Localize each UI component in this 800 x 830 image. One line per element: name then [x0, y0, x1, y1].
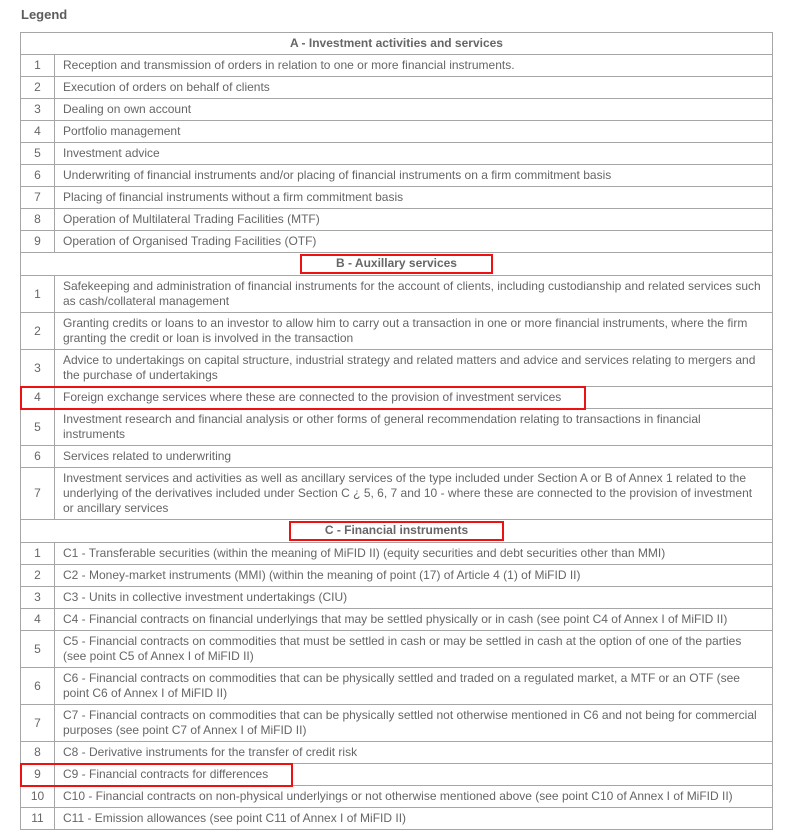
row-text: C5 - Financial contracts on commodities that must be settled in cash or may be settled in cash at the option of one of the parties (see point C5 of Annex I of MiFID II): [63, 634, 742, 663]
row-number-cell: 10: [21, 786, 55, 808]
row-text: C2 - Money-market instruments (MMI) (within the meaning of point (17) of Article 4 (1) of MiFID II): [63, 568, 581, 582]
row-text: C8 - Derivative instruments for the transfer of credit risk: [63, 745, 358, 759]
row-text-cell: [55, 705, 773, 742]
table-row: [21, 705, 773, 742]
row-text: Portfolio management: [63, 124, 181, 138]
row-number-cell: 3: [21, 99, 55, 121]
row-text: C3 - Units in collective investment undertakings (CIU): [63, 590, 348, 604]
row-text-cell: [55, 631, 773, 668]
table-row: [21, 668, 773, 705]
section-header-text-highlighted: C - Financial instruments: [289, 521, 504, 541]
table-row: [21, 587, 773, 609]
section-header-cell: [21, 520, 773, 543]
row-text-cell: [55, 446, 773, 468]
row-text: Investment services and activities as well as ancillary services of the type included under Section A or B of Annex 1 related to the underlying of the derivatives included under Section C ¿ 5, 6, 7 and 10 - where these are connected to the provision of investment or ancillary services: [63, 471, 753, 515]
row-text: Execution of orders on behalf of clients: [63, 80, 270, 94]
row-text: Investment advice: [63, 146, 160, 160]
row-text: Investment research and financial analysis or other forms of general recommendation relating to transactions in financial instruments: [63, 412, 701, 441]
table-row: [21, 121, 773, 143]
section-header-cell: [21, 253, 773, 276]
table-row: [21, 786, 773, 808]
row-text: C10 - Financial contracts on non-physical underlyings or not otherwise mentioned above (see point C10 of Annex I of MiFID II): [63, 789, 733, 803]
section-header-row: [21, 520, 773, 543]
section-header-text-highlighted: B - Auxillary services: [300, 254, 493, 274]
row-text: C6 - Financial contracts on commodities that can be physically settled and traded on a regulated market, a MTF or an OTF (see point C6 of Annex I of MiFID II): [63, 671, 740, 700]
table-row: [21, 446, 773, 468]
row-number-cell: 6: [21, 446, 55, 468]
table-row: [21, 276, 773, 313]
table-row: [21, 187, 773, 209]
table-row: [21, 609, 773, 631]
row-text: Operation of Multilateral Trading Facilities (MTF): [63, 212, 320, 226]
table-row: [21, 543, 773, 565]
row-text: C1 - Transferable securities (within the meaning of MiFID II) (equity securities and debt securities other than MMI): [63, 546, 666, 560]
table-row: [21, 742, 773, 764]
row-text: Advice to undertakings on capital structure, industrial strategy and related matters and advice and services relating to mergers and the purchase of undertakings: [63, 353, 756, 382]
row-text-cell: [55, 231, 773, 253]
row-text-cell: [55, 143, 773, 165]
row-text-cell: [55, 165, 773, 187]
row-number-cell: 5: [21, 631, 55, 668]
table-row: [21, 808, 773, 830]
row-text-cell: [55, 55, 773, 77]
row-number-cell: 7: [21, 468, 55, 520]
row-text-cell: [55, 99, 773, 121]
row-text: Dealing on own account: [63, 102, 192, 116]
row-number-cell: 4: [21, 609, 55, 631]
table-row: [21, 387, 773, 409]
row-number-cell: 8: [21, 209, 55, 231]
table-row: [21, 409, 773, 446]
section-header-row: [21, 33, 773, 55]
row-text: C4 - Financial contracts on financial underlyings that may be settled physically or in cash (see point C4 of Annex I of MiFID II): [63, 612, 728, 626]
table-row: [21, 77, 773, 99]
row-number-cell: 6: [21, 165, 55, 187]
row-text-cell: [55, 121, 773, 143]
row-number-cell: 1: [21, 543, 55, 565]
table-row: [21, 209, 773, 231]
table-row: [21, 565, 773, 587]
row-text-cell: [55, 668, 773, 705]
row-text-cell: [55, 543, 773, 565]
page-title: Legend: [21, 7, 68, 22]
row-text-cell: [55, 409, 773, 446]
table-row: [21, 350, 773, 387]
row-number-cell: 3: [21, 587, 55, 609]
row-number-cell: 2: [21, 313, 55, 350]
row-number-cell: 4: [21, 387, 55, 409]
row-number-cell: 6: [21, 668, 55, 705]
row-text: Placing of financial instruments without a firm commitment basis: [63, 190, 404, 204]
table-row: [21, 631, 773, 668]
row-number-cell: 7: [21, 705, 55, 742]
table-row: [21, 468, 773, 520]
row-text-cell: [55, 609, 773, 631]
row-number-cell: 3: [21, 350, 55, 387]
row-number-cell: 5: [21, 409, 55, 446]
row-text-cell: [55, 786, 773, 808]
legend-table-body: [21, 33, 773, 830]
row-number-cell: 11: [21, 808, 55, 830]
row-number-cell: 1: [21, 276, 55, 313]
row-text-cell: [55, 187, 773, 209]
row-text: Reception and transmission of orders in relation to one or more financial instruments.: [63, 58, 515, 72]
section-header-text: A - Investment activities and services: [290, 36, 503, 50]
row-number-cell: 1: [21, 55, 55, 77]
row-text-cell: [55, 313, 773, 350]
row-text-cell: [55, 587, 773, 609]
row-text-cell: [55, 808, 773, 830]
row-text: Underwriting of financial instruments and/or placing of financial instruments on a firm commitment basis: [63, 168, 612, 182]
row-text: C11 - Emission allowances (see point C11 of Annex I of MiFID II): [63, 811, 407, 825]
row-text: Services related to underwriting: [63, 449, 232, 463]
row-text-cell: [55, 209, 773, 231]
row-text: Operation of Organised Trading Facilities (OTF): [63, 234, 317, 248]
row-number-cell: 2: [21, 77, 55, 99]
row-text-cell: [55, 387, 773, 409]
table-row: [21, 764, 773, 786]
row-number-cell: 4: [21, 121, 55, 143]
row-text: Safekeeping and administration of financial instruments for the account of clients, including custodianship and related services such as cash/collateral management: [63, 279, 761, 308]
row-text: Granting credits or loans to an investor to allow him to carry out a transaction in one or more financial instruments, where the firm granting the credit or loan is involved in the transaction: [63, 316, 748, 345]
row-text-cell: [55, 468, 773, 520]
row-text: C7 - Financial contracts on commodities that can be physically settled not otherwise mentioned in C6 and not being for commercial purposes (see point C7 of Annex I of MiFID II): [63, 708, 757, 737]
row-number-cell: 9: [21, 231, 55, 253]
row-text-cell: [55, 276, 773, 313]
row-text: Foreign exchange services where these are connected to the provision of investment services: [63, 390, 562, 404]
row-text-cell: [55, 742, 773, 764]
row-number-cell: 5: [21, 143, 55, 165]
table-row: [21, 231, 773, 253]
legend-table: [20, 32, 773, 830]
row-text-cell: [55, 565, 773, 587]
table-row: [21, 313, 773, 350]
row-text-cell: [55, 77, 773, 99]
row-number-cell: 9: [21, 764, 55, 786]
table-row: [21, 143, 773, 165]
table-row: [21, 55, 773, 77]
table-row: [21, 99, 773, 121]
row-number-cell: 2: [21, 565, 55, 587]
section-header-row: [21, 253, 773, 276]
section-header-cell: [21, 33, 773, 55]
row-number-cell: 7: [21, 187, 55, 209]
row-text: C9 - Financial contracts for differences: [63, 767, 269, 781]
row-number-cell: 8: [21, 742, 55, 764]
row-text-cell: [55, 350, 773, 387]
table-row: [21, 165, 773, 187]
row-text-cell: [55, 764, 773, 786]
